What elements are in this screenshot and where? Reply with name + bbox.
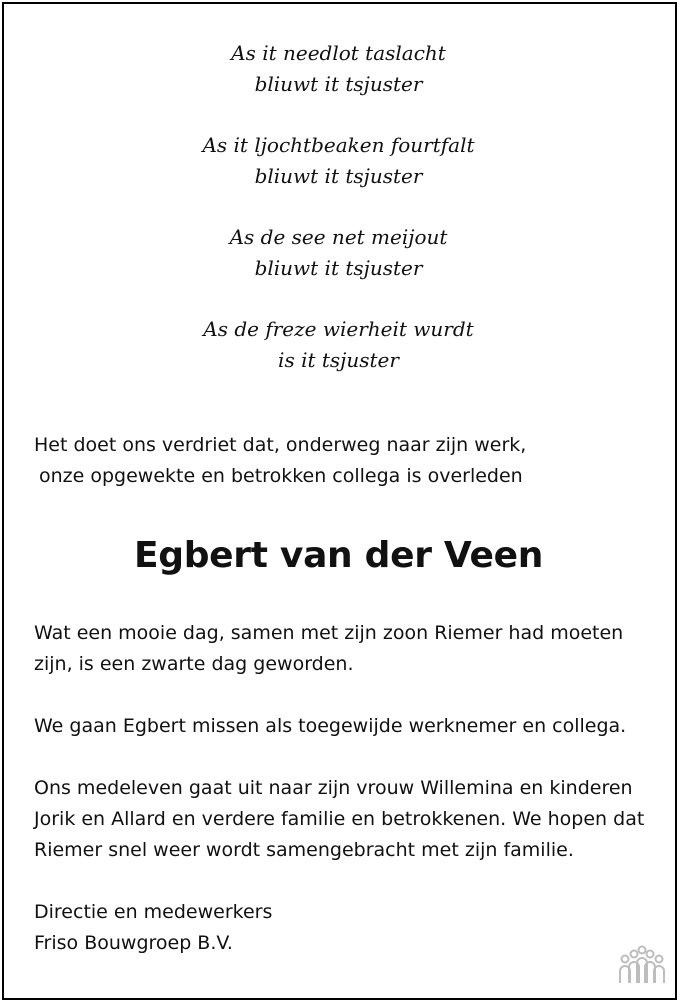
poem-line: As it needlot taslacht xyxy=(231,41,446,65)
poem-line: As it ljochtbeaken fourtfalt xyxy=(202,133,475,157)
poem-line: is it tsjuster xyxy=(278,347,399,372)
poem-line: As de see net meijout xyxy=(229,225,448,249)
poem-stanza xyxy=(0,38,677,99)
signature xyxy=(34,897,649,959)
paragraph-line: Wat een mooie dag, samen met zijn zoon Riemer had moeten xyxy=(34,622,624,644)
people-group-icon xyxy=(616,945,668,987)
intro-line: onze opgewekte en betrokken collega is overleden xyxy=(39,465,523,487)
paragraph-line: zijn, is een zwarte dag geworden. xyxy=(34,653,354,675)
poem-line: bliuwt it tsjuster xyxy=(254,255,423,280)
poem-line: As de freze wierheit wurdt xyxy=(203,317,474,341)
poem-stanza xyxy=(0,314,677,375)
deceased-name: Egbert van der Veen xyxy=(133,535,544,576)
signature-line: Directie en medewerkers xyxy=(34,901,273,923)
paragraph-line: Ons medeleven gaat uit naar zijn vrouw Willemina en kinderen xyxy=(34,777,633,799)
signature-line: Friso Bouwgroep B.V. xyxy=(34,932,233,954)
message-body xyxy=(34,618,649,959)
message-paragraph xyxy=(34,773,649,866)
message-paragraph xyxy=(34,618,649,680)
intro-text xyxy=(34,430,654,492)
poem-line: bliuwt it tsjuster xyxy=(254,163,423,188)
message-paragraph xyxy=(34,711,649,742)
paragraph-line: We gaan Egbert missen als toegewijde werknemer en collega. xyxy=(34,715,627,737)
poem-stanza xyxy=(0,130,677,191)
intro-line: Het doet ons verdriet dat, onderweg naar zijn werk, xyxy=(34,434,527,456)
poem xyxy=(0,38,677,406)
poem-stanza xyxy=(0,222,677,283)
paragraph-line: Jorik en Allard en verdere familie en betrokkenen. We hopen dat xyxy=(34,808,645,830)
paragraph-line: Riemer snel weer wordt samengebracht met zijn familie. xyxy=(34,839,574,861)
poem-line: bliuwt it tsjuster xyxy=(254,71,423,96)
